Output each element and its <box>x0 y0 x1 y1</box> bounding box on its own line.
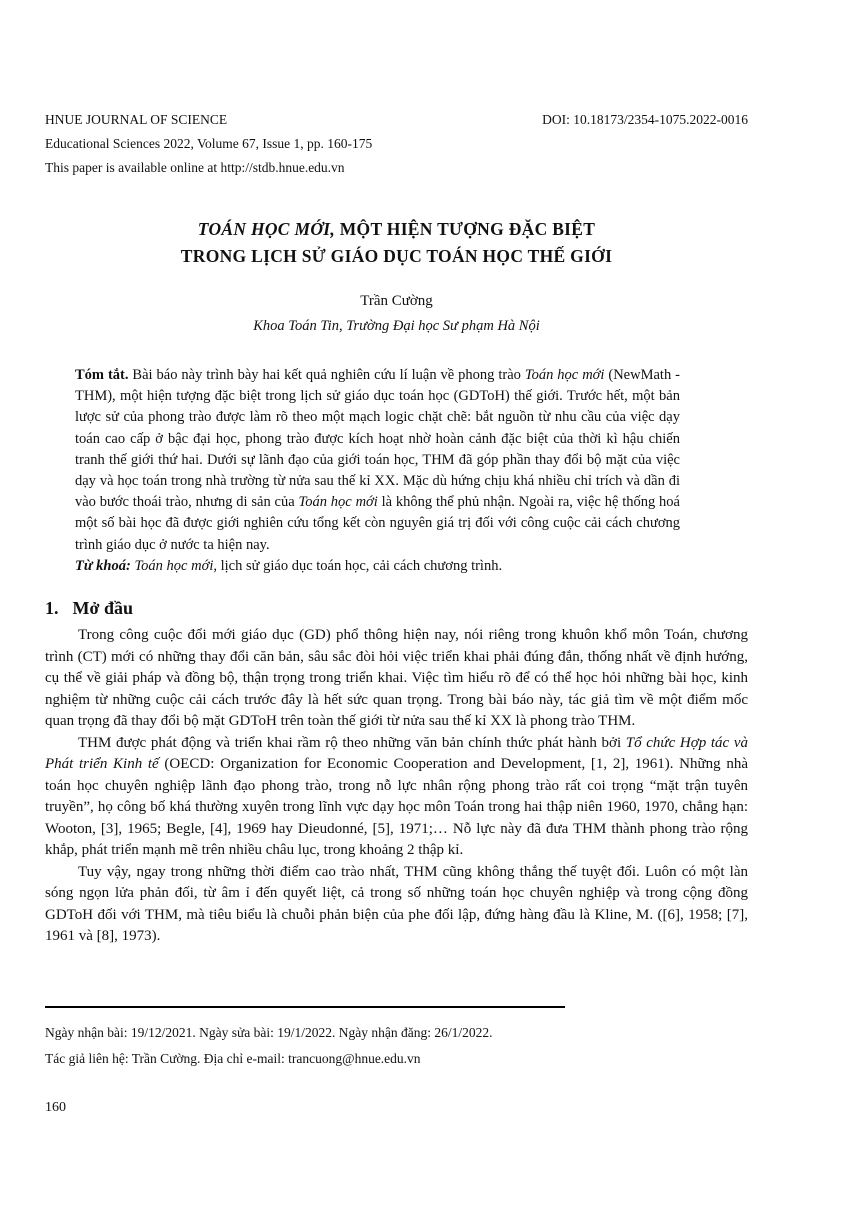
section-1-heading <box>45 598 748 619</box>
paragraph-1: Trong công cuộc đổi mới giáo dục (GD) phổ thông hiện nay, nói riêng trong khuôn khổ môn Toán, chương trình (CT) mới có những thay đổi căn bản, sâu sắc đòi hỏi việc triển khai phải đúng đắn, thống nhất về định hướng, cụ thể về giải pháp và đồng bộ, thận trọng trong triển khai. Việc tìm hiểu rõ để có thể học hỏi những bài học, kinh nghiệm từ những cuộc cải cách trước đây là hết sức quan trọng. Trong bài báo này, tác giả tìm về một điểm mốc quan trọng đã thay đổi bộ mặt GDToH trên toàn thế giới từ nửa sau thế kỉ XX là phong trào THM. <box>45 627 748 729</box>
paper-title-line1-italic: TOÁN HỌC MỚI, <box>197 219 336 239</box>
paragraph-2-seg3: (OECD: Organization for Economic Cooperation and Development, [1, 2], 1961). Những nhà toán học chuyên nghiệp lãnh đạo phong trào, trong nỗ lực nhân rộng phong trào rất coi trọng “mặt trận tuyên truyền”, họ công bố khá thường xuyên trong lĩnh vực dạy học môn Toán trong hai thập niên 1960, 1970, chẳng hạn: Wooton, [3], 1965; Begle, [4], 1969 hay Dieudonné, [5], 1971;… Nỗ lực này đã đưa THM thành phong trào rộng khắp, phát triển mạnh mẽ trên nhiều châu lục, trong khoảng 2 thập kỉ. <box>45 756 748 858</box>
section-1-title: Mở đầu <box>72 598 133 618</box>
header-row-1 <box>45 108 748 132</box>
abstract-seg5: là không thể phủ nhận. Ngoài ra, việc hệ thống hoá một số bài học đã được giới nghiên cứu tổng kết còn nguyên giá trị đối với công cuộc cải cách chương trình giáo dục ở nước ta hiện nay. <box>75 494 680 553</box>
author-affiliation: Khoa Toán Tin, Trường Đại học Sư phạm Hà Nội <box>253 318 540 334</box>
paper-title-line1-rest: MỘT HIỆN TƯỢNG ĐẶC BIỆT <box>335 219 596 239</box>
abstract-label: Tóm tắt. <box>75 367 129 383</box>
doi: DOI: 10.18173/2354-1075.2022-0016 <box>542 112 748 127</box>
footnote-separator <box>45 1006 565 1008</box>
journal-header <box>45 108 748 180</box>
abstract-text <box>75 365 680 556</box>
paragraph-2 <box>45 733 748 862</box>
issue-info: Educational Sciences 2022, Volume 67, Issue 1, pp. 160-175 <box>45 136 373 151</box>
paper-title-line2: TRONG LỊCH SỬ GIÁO DỤC TOÁN HỌC THẾ GIỚI <box>180 246 613 266</box>
paragraph-2-italic: Tổ chức Hợp tác và Phát triển Kinh tế <box>45 734 748 772</box>
abstract-seg1: Bài báo này trình bày hai kết quả nghiên cứu lí luận về phong trào <box>128 367 525 383</box>
paragraph-2-seg1: THM được phát động và triển khai rầm rộ theo những văn bản chính thức phát hành bởi <box>78 734 626 751</box>
keywords-label: Từ khoá: <box>75 557 135 574</box>
section-1-number: 1. <box>45 598 59 618</box>
author-name: Trần Cường <box>360 293 433 309</box>
abstract-seg2: Toán học mới <box>524 367 605 383</box>
paper-title <box>45 216 748 270</box>
keywords-line <box>75 556 680 577</box>
page-number: 160 <box>45 1100 66 1115</box>
footnote-dates: Ngày nhận bài: 19/12/2021. Ngày sửa bài: 19/1/2022. Ngày nhận đăng: 26/1/2022. <box>45 1025 493 1040</box>
footnote-contact: Tác giả liên hệ: Trần Cường. Địa chỉ e-mail: trancuong@hnue.edu.vn <box>45 1051 421 1066</box>
section-1-body <box>45 625 748 948</box>
keywords-term: Toán học mới <box>134 557 214 574</box>
online-availability: This paper is available online at http://stdb.hnue.edu.vn <box>45 160 345 175</box>
journal-name: HNUE JOURNAL OF SCIENCE <box>45 112 228 127</box>
paper-title-line1 <box>45 216 748 243</box>
abstract-block <box>75 365 680 577</box>
paragraph-3: Tuy vậy, ngay trong những thời điểm cao trào nhất, THM cũng không thắng thế tuyệt đối. Luôn có một làn sóng ngọn lửa phản đối, từ âm ỉ đến quyết liệt, cả trong số những toán học chuyên nghiệp và trong cộng đồng GDToH đối với THM, mà tiêu biểu là chuỗi phản biện của phe đối lập, đứng hàng đầu là Kline, M. ([6], 1958; [7], 1961 và [8], 1973). <box>45 863 748 944</box>
footnote-block <box>45 1020 748 1072</box>
keywords-rest: , lịch sử giáo dục toán học, cải cách chương trình. <box>213 557 503 574</box>
abstract-seg4: Toán học mới <box>298 494 378 511</box>
abstract-seg3: (NewMath - THM), một hiện tượng đặc biệt trong lịch sử giáo dục toán học (GDToH) thế giới. Trước hết, một bản lược sử của phong trào được làm rõ theo một mạch logic chặt chẽ: bắt nguồn từ nhu cầu của việc dạy toán cao cấp ở bậc đại học, phong trào được kích hoạt nhờ hoàn cảnh đặc biệt của thời kì hậu chiến tranh thế giới thứ hai. Dưới sự lãnh đạo của giới toán học, THM đã góp phần thay đổi bộ mặt của việc dạy và học toán trong nhà trường từ nửa sau thế kỉ XX. Mặc dù hứng chịu khá nhiều chỉ trích và dần đi vào bước thoái trào, nhưng di sản của <box>75 367 680 511</box>
